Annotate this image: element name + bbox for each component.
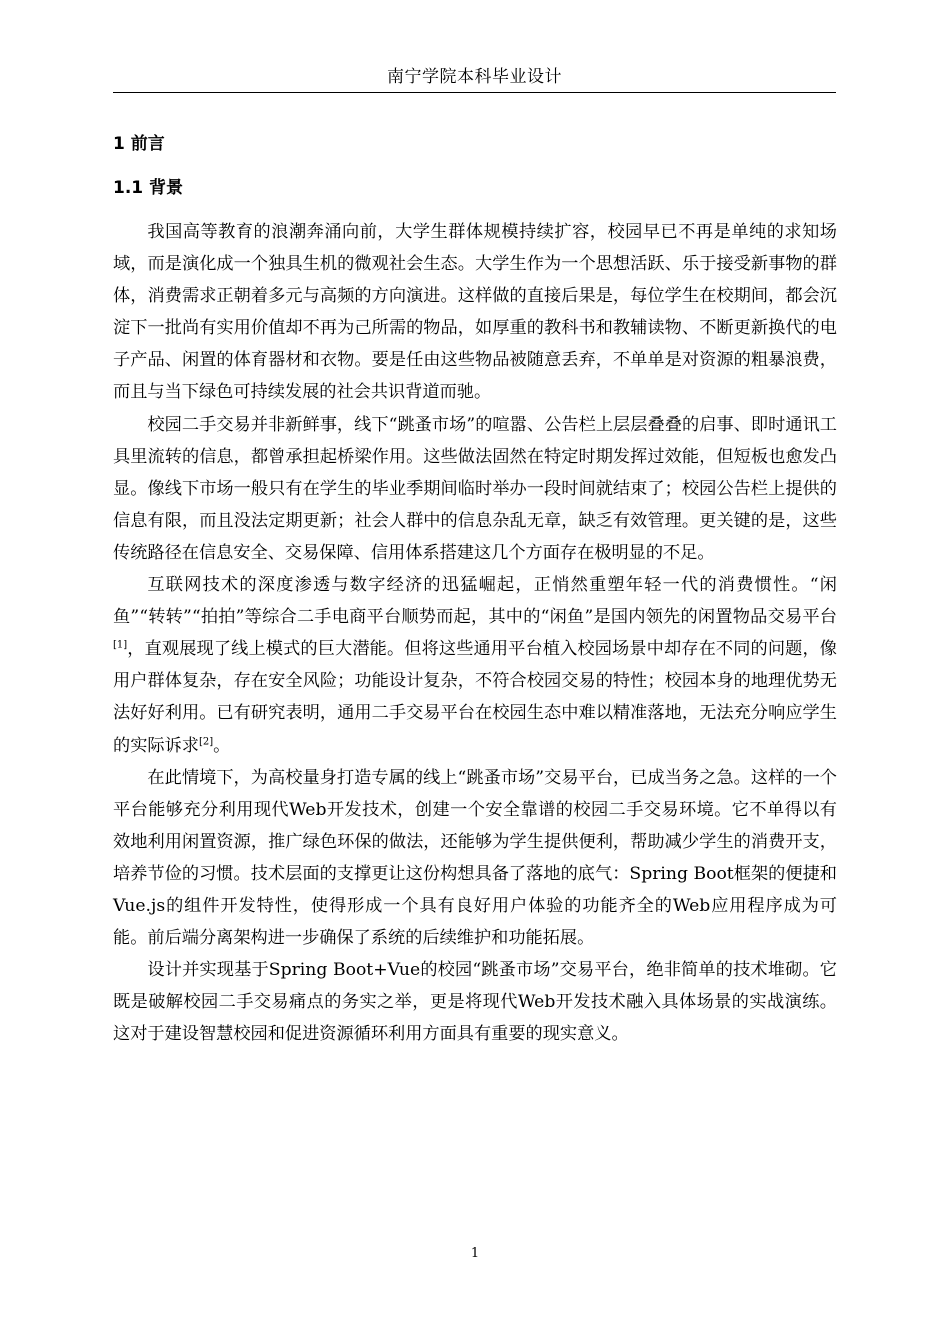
paragraph-3-part-2: ，直观展现了线上模式的巨大潜能。但将这些通用平台植入校园场景中却存在不同的问题，像用户群体复杂，存在安全风险；功能设计复杂，不符合校园交易的特性；校园本身的地理优势无法好好利用。已有研究表明，通用二手交易平台在校园生态中难以精准落地，无法充分响应学生的实际诉求 xyxy=(113,639,837,756)
body-text xyxy=(113,216,837,1050)
header-title: 南宁学院本科毕业设计 xyxy=(387,67,562,87)
paragraph-5: 设计并实现基于Spring Boot+Vue的校园“跳蚤市场”交易平台，绝非简单的技术堆砌。它既是破解校园二手交易痛点的务实之举，更是将现代Web开发技术融入具体场景的实战演练。这对于建设智慧校园和促进资源循环利用方面具有重要的现实意义。 xyxy=(113,960,837,1045)
paragraph-2: 校园二手交易并非新鲜事，线下“跳蚤市场”的喧嚣、公告栏上层层叠叠的启事、即时通讯工具里流转的信息，都曾承担起桥梁作用。这些做法固然在特定时期发挥过效能，但短板也愈发凸显。像线下市场一般只有在学生的毕业季期间临时举办一段时间就结束了；校园公告栏上提供的信息有限，而且没法定期更新；社会人群中的信息杂乱无章，缺乏有效管理。更关键的是，这些传统路径在信息安全、交易保障、信用体系搭建这几个方面存在极明显的不足。 xyxy=(113,414,837,563)
citation-2: [2] xyxy=(198,735,214,747)
paragraph-1: 我国高等教育的浪潮奔涌向前，大学生群体规模持续扩容，校园早已不再是单纯的求知场域，而是演化成一个独具生机的微观社会生态。大学生作为一个思想活跃、乐于接受新事物的群体，消费需求正朝着多元与高频的方向演进。这样做的直接后果是，每位学生在校期间，都会沉淀下一批尚有实用价值却不再为己所需的物品，如厚重的教科书和教辅读物、不断更新换代的电子产品、闲置的体育器材和衣物。要是任由这些物品被随意丢弃，不单单是对资源的粗暴浪费，而且与当下绿色可持续发展的社会共识背道而驰。 xyxy=(113,222,837,403)
paragraph-4: 在此情境下，为高校量身打造专属的线上“跳蚤市场”交易平台，已成当务之急。这样的一个平台能够充分利用现代Web开发技术，创建一个安全靠谱的校园二手交易环境。它不单得以有效地利用闲置资源，推广绿色环保的做法，还能够为学生提供便利，帮助减少学生的消费开支，培养节俭的习惯。技术层面的支撑更让这份构想具备了落地的底气：Spring Boot框架的便捷和Vue.js的组件开发特性，使得形成一个具有良好用户体验的功能齐全的Web应用程序成为可能。前后端分离架构进一步确保了系统的后续维护和功能拓展。 xyxy=(113,767,837,949)
paragraph-3-part-3: 。 xyxy=(213,735,231,756)
subsection-heading: 1.1 背景 xyxy=(113,178,184,198)
paragraph-3-part-1: 互联网技术的深度渗透与数字经济的迅猛崛起，正悄然重塑年轻一代的消费惯性。“闲鱼”“转转”“拍拍”等综合二手电商平台顺势而起，其中的“闲鱼”是国内领先的闲置物品交易平台 xyxy=(113,575,837,628)
page-header xyxy=(113,62,836,93)
paragraph-3 xyxy=(113,569,837,762)
section-heading: 1 前言 xyxy=(113,134,165,154)
page-number: 1 xyxy=(470,1246,480,1261)
citation-1: [1] xyxy=(113,639,128,651)
